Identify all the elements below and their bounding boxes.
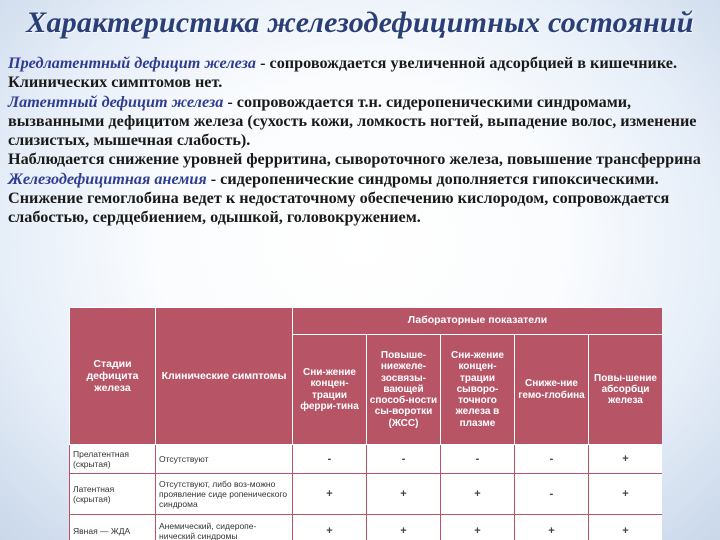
paragraph-anemia [8, 170, 716, 228]
table-row [70, 515, 663, 540]
cell-value: - [293, 445, 367, 474]
lab-table-image [69, 307, 662, 540]
header-ferritin: Сни-жение концен-трации ферри-тина [293, 335, 367, 445]
term-prelatent: Предлатентный дефицит железа [8, 54, 257, 72]
lab-table [69, 307, 662, 540]
slide-title: Характеристика железодефицитных состояний [26, 6, 694, 39]
cell-value: + [293, 515, 367, 540]
cell-symptoms: Отсутствуют, либо воз-можно проявление сиде ропенического синдрома [156, 474, 293, 515]
cell-stage: Латентная (скрытая) [70, 474, 156, 515]
cell-value: + [293, 474, 367, 515]
term-anemia: Железодефицитная анемия [8, 169, 207, 188]
cell-value: + [589, 474, 663, 515]
cell-value: + [515, 515, 589, 540]
term-latent: Латентный дефицит железа [8, 92, 224, 111]
cell-value: + [441, 515, 515, 540]
header-absorption: Повы-шение абсорбци железа [589, 335, 663, 445]
cell-value: + [441, 474, 515, 515]
header-serum-iron: Сни-жение концен-трации сыворо-точного железа в плазме [441, 335, 515, 445]
paragraph-prelatent-text: - сопровождается увеличенной адсорбцией в кишечнике. Клинических симптомов нет. [8, 54, 678, 92]
header-lab-group: Лабораторные показатели [293, 308, 663, 335]
paragraph-lab-changes-text: Наблюдается снижение уровней ферритина, сывороточного железа, повышение трансферрина [8, 150, 701, 169]
cell-value: - [441, 445, 515, 474]
cell-value: - [515, 445, 589, 474]
body-text [8, 54, 716, 228]
paragraph-anemia-text: - сидеропенические синдромы дополняется гипоксическими. Снижение гемоглобина ведет к недостаточному обеспечению кислородом, сопровождается слабостью, сердцебиением, одышкой, головокружением. [8, 169, 670, 227]
cell-value: - [515, 474, 589, 515]
cell-stage: Прелатентная (скрытая) [70, 445, 156, 474]
paragraph-lab-changes [8, 150, 716, 169]
cell-value: - [367, 445, 441, 474]
cell-symptoms: Отсутствуют [156, 445, 293, 474]
table-row [70, 445, 663, 474]
header-hemoglobin: Сниже-ние гемо-глобина [515, 335, 589, 445]
paragraph-latent-text: - сопровождается т.н. сидеропеническими синдромами, вызванными дефицитом железа (сухость кожи, ломкость ногтей, выпадение волос, изменение слизистых, мышечная слабость). [8, 92, 697, 150]
paragraph-prelatent [8, 54, 716, 93]
cell-symptoms: Анемический, сидеропе-нический синдромы [156, 515, 293, 540]
paragraph-latent [8, 93, 716, 151]
header-stage: Стадии дефицита железа [70, 308, 156, 445]
cell-stage: Явная — ЖДА [70, 515, 156, 540]
cell-value: + [589, 445, 663, 474]
cell-value: + [367, 515, 441, 540]
cell-value: + [367, 474, 441, 515]
cell-value: + [589, 515, 663, 540]
header-tibc: Повыше-ниежеле-зосвязы-вающей способ-ности сы-воротки (ЖСС) [367, 335, 441, 445]
header-symptoms: Клинические симптомы [156, 308, 293, 445]
table-row [70, 474, 663, 515]
